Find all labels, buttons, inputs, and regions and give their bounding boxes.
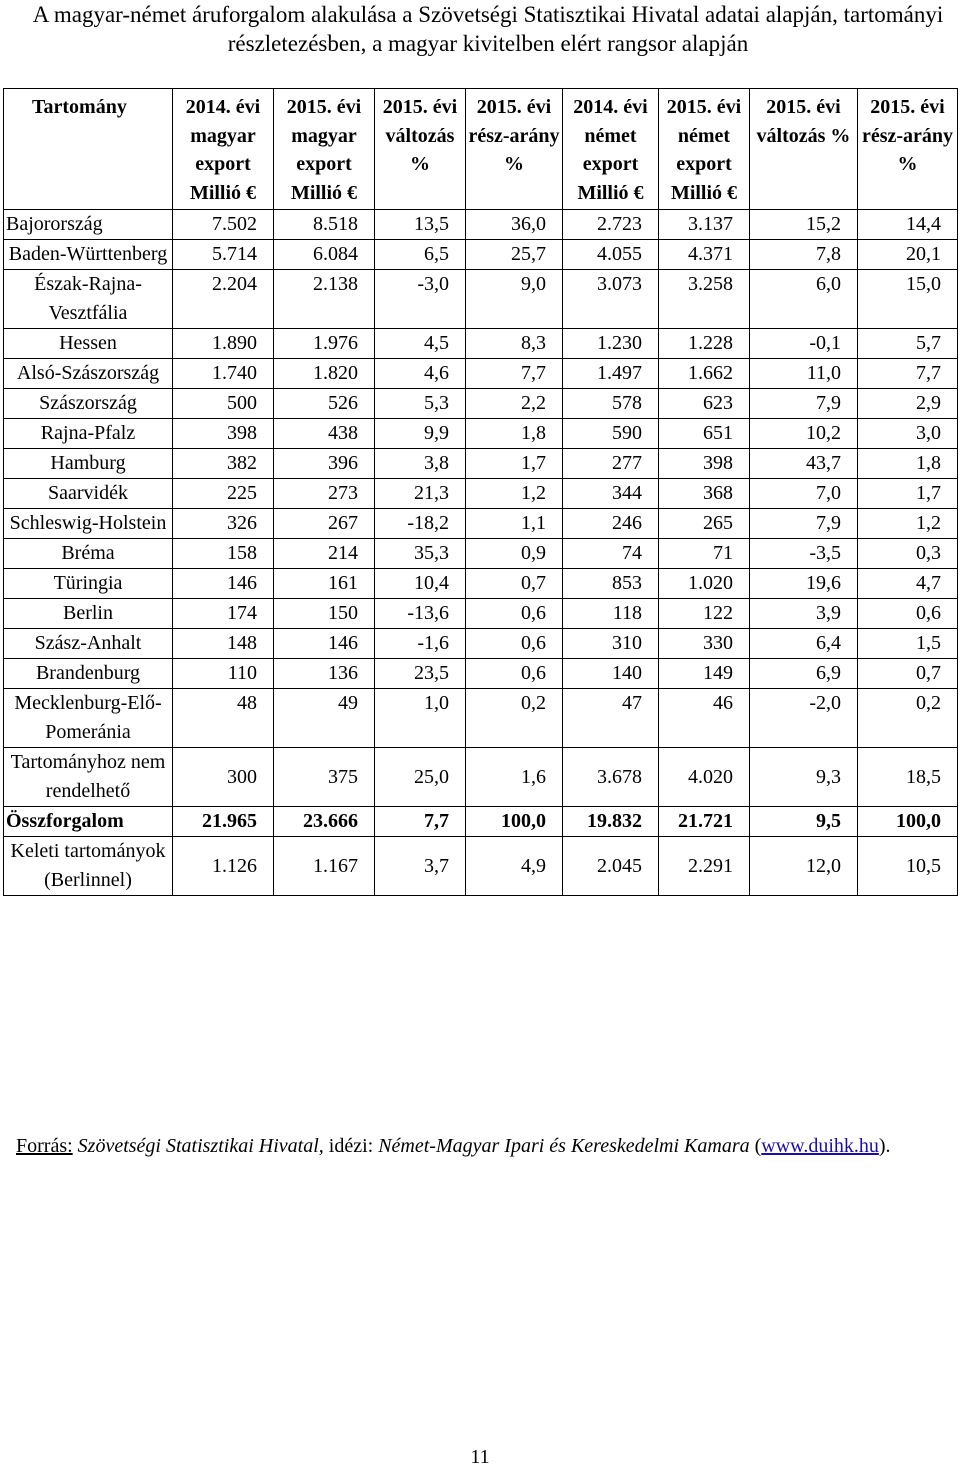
value-cell: 6.084: [274, 240, 375, 270]
value-cell: 3,7: [375, 837, 466, 896]
table-row: [4, 569, 958, 599]
value-cell: 6,0: [750, 270, 858, 329]
value-cell: 3,8: [375, 449, 466, 479]
region-name: Berlin: [4, 599, 173, 629]
region-name: Bréma: [4, 539, 173, 569]
value-cell: 1,5: [858, 629, 958, 659]
value-cell: 6,9: [750, 659, 858, 689]
value-cell: 500: [173, 389, 274, 419]
value-cell: 10,2: [750, 419, 858, 449]
value-cell: 150: [274, 599, 375, 629]
value-cell: 1.228: [659, 329, 750, 359]
value-cell: 0,2: [858, 689, 958, 748]
value-cell: 9,3: [750, 748, 858, 807]
column-header: Tartomány: [4, 89, 173, 210]
region-name: Mecklenburg-Elő-Pomeránia: [4, 689, 173, 748]
value-cell: 71: [659, 539, 750, 569]
value-cell: 25,7: [466, 240, 563, 270]
region-name: Schleswig-Holstein: [4, 509, 173, 539]
value-cell: 438: [274, 419, 375, 449]
value-cell: 7,8: [750, 240, 858, 270]
table-row: [4, 419, 958, 449]
value-cell: 21.721: [659, 807, 750, 837]
value-cell: 146: [173, 569, 274, 599]
value-cell: 0,2: [466, 689, 563, 748]
value-cell: 273: [274, 479, 375, 509]
value-cell: -1,6: [375, 629, 466, 659]
region-name: Rajna-Pfalz: [4, 419, 173, 449]
value-cell: 2.045: [563, 837, 659, 896]
value-cell: 246: [563, 509, 659, 539]
value-cell: 651: [659, 419, 750, 449]
value-cell: 20,1: [858, 240, 958, 270]
value-cell: 149: [659, 659, 750, 689]
value-cell: 0,6: [466, 629, 563, 659]
value-cell: 590: [563, 419, 659, 449]
value-cell: 7,7: [375, 807, 466, 837]
table-row: [4, 509, 958, 539]
value-cell: 2.723: [563, 210, 659, 240]
table-row: [4, 689, 958, 748]
value-cell: 330: [659, 629, 750, 659]
value-cell: 49: [274, 689, 375, 748]
value-cell: 1,2: [858, 509, 958, 539]
value-cell: 1.890: [173, 329, 274, 359]
value-cell: 326: [173, 509, 274, 539]
source-agency: Szövetségi Statisztikai Hivatal,: [77, 1135, 324, 1157]
value-cell: 7,9: [750, 389, 858, 419]
value-cell: 4.055: [563, 240, 659, 270]
page-title: A magyar-német áruforgalom alakulása a Szövetségi Statisztikai Hivatal adatai alapján, tartományi részletezésben, a magyar kivitelben elért rangsor alapján: [32, 2, 944, 56]
value-cell: 1.126: [173, 837, 274, 896]
value-cell: 1,8: [466, 419, 563, 449]
table-row: [4, 389, 958, 419]
table-row: [4, 270, 958, 329]
value-cell: 7,7: [466, 359, 563, 389]
value-cell: 136: [274, 659, 375, 689]
value-cell: 47: [563, 689, 659, 748]
header-row: [4, 89, 958, 210]
value-cell: 148: [173, 629, 274, 659]
source-close: ).: [878, 1135, 891, 1157]
trade-table: [3, 88, 958, 896]
value-cell: 10,5: [858, 837, 958, 896]
value-cell: 1.167: [274, 837, 375, 896]
region-name: Baden-Württenberg: [4, 240, 173, 270]
value-cell: 578: [563, 389, 659, 419]
value-cell: -18,2: [375, 509, 466, 539]
value-cell: 0,6: [466, 659, 563, 689]
value-cell: 368: [659, 479, 750, 509]
value-cell: 3.258: [659, 270, 750, 329]
value-cell: 1,7: [858, 479, 958, 509]
value-cell: 1.820: [274, 359, 375, 389]
region-name: Észak-Rajna-Vesztfália: [4, 270, 173, 329]
value-cell: 3.137: [659, 210, 750, 240]
value-cell: 110: [173, 659, 274, 689]
value-cell: 1.976: [274, 329, 375, 359]
value-cell: 267: [274, 509, 375, 539]
value-cell: 1,8: [858, 449, 958, 479]
source-open-paren: (: [754, 1135, 762, 1157]
value-cell: -2,0: [750, 689, 858, 748]
value-cell: 0,6: [466, 599, 563, 629]
region-name: Szászország: [4, 389, 173, 419]
value-cell: 25,0: [375, 748, 466, 807]
value-cell: 10,4: [375, 569, 466, 599]
value-cell: 214: [274, 539, 375, 569]
source-link[interactable]: www.duihk.hu: [761, 1135, 879, 1157]
value-cell: 0,7: [466, 569, 563, 599]
value-cell: 5.714: [173, 240, 274, 270]
value-cell: 4,7: [858, 569, 958, 599]
column-header: 2014. évi magyar export Millió €: [173, 89, 274, 210]
region-name: Tartományhoz nem rendelhető: [4, 748, 173, 807]
value-cell: 13,5: [375, 210, 466, 240]
value-cell: 4,5: [375, 329, 466, 359]
value-cell: 277: [563, 449, 659, 479]
value-cell: 7,7: [858, 359, 958, 389]
region-name: Keleti tartományok (Berlinnel): [4, 837, 173, 896]
column-header: 2014. évi német export Millió €: [563, 89, 659, 210]
value-cell: 265: [659, 509, 750, 539]
value-cell: 15,2: [750, 210, 858, 240]
value-cell: 0,9: [466, 539, 563, 569]
value-cell: 8.518: [274, 210, 375, 240]
value-cell: -3,0: [375, 270, 466, 329]
value-cell: 3.073: [563, 270, 659, 329]
value-cell: 2,9: [858, 389, 958, 419]
value-cell: 3,0: [858, 419, 958, 449]
value-cell: 1,0: [375, 689, 466, 748]
value-cell: 9,9: [375, 419, 466, 449]
value-cell: 174: [173, 599, 274, 629]
value-cell: 7.502: [173, 210, 274, 240]
region-name: Hamburg: [4, 449, 173, 479]
value-cell: 5,3: [375, 389, 466, 419]
value-cell: 4.020: [659, 748, 750, 807]
value-cell: 0,7: [858, 659, 958, 689]
value-cell: 23.666: [274, 807, 375, 837]
value-cell: 225: [173, 479, 274, 509]
table-row: [4, 210, 958, 240]
value-cell: 7,9: [750, 509, 858, 539]
source-note: [16, 1132, 946, 1161]
source-chamber: Német-Magyar Ipari és Kereskedelmi Kamara: [378, 1135, 750, 1157]
region-name: Türingia: [4, 569, 173, 599]
value-cell: 35,3: [375, 539, 466, 569]
value-cell: 3.678: [563, 748, 659, 807]
column-header: 2015. évi rész-arány %: [466, 89, 563, 210]
value-cell: -3,5: [750, 539, 858, 569]
source-label: Forrás:: [16, 1135, 73, 1157]
value-cell: 21.965: [173, 807, 274, 837]
value-cell: 23,5: [375, 659, 466, 689]
value-cell: 5,7: [858, 329, 958, 359]
value-cell: 19,6: [750, 569, 858, 599]
value-cell: 0,3: [858, 539, 958, 569]
region-name: Bajorország: [4, 210, 173, 240]
region-name: Brandenburg: [4, 659, 173, 689]
table-row: [4, 659, 958, 689]
value-cell: 1.662: [659, 359, 750, 389]
page-number: 11: [470, 1446, 490, 1468]
value-cell: 2.204: [173, 270, 274, 329]
region-name: Alsó-Szászország: [4, 359, 173, 389]
table-row: [4, 599, 958, 629]
value-cell: 4,9: [466, 837, 563, 896]
value-cell: 100,0: [858, 807, 958, 837]
value-cell: 4,6: [375, 359, 466, 389]
table-row: [4, 539, 958, 569]
value-cell: 310: [563, 629, 659, 659]
value-cell: 526: [274, 389, 375, 419]
column-header: 2015. évi német export Millió €: [659, 89, 750, 210]
value-cell: 36,0: [466, 210, 563, 240]
table-row: [4, 479, 958, 509]
value-cell: 74: [563, 539, 659, 569]
value-cell: 6,4: [750, 629, 858, 659]
value-cell: 1.497: [563, 359, 659, 389]
value-cell: 140: [563, 659, 659, 689]
region-name: Hessen: [4, 329, 173, 359]
value-cell: 158: [173, 539, 274, 569]
table-row: [4, 240, 958, 270]
value-cell: 398: [659, 449, 750, 479]
value-cell: 300: [173, 748, 274, 807]
table-row: [4, 359, 958, 389]
value-cell: 3,9: [750, 599, 858, 629]
value-cell: 19.832: [563, 807, 659, 837]
value-cell: 21,3: [375, 479, 466, 509]
value-cell: 6,5: [375, 240, 466, 270]
value-cell: 382: [173, 449, 274, 479]
table-row: [4, 807, 958, 837]
value-cell: 15,0: [858, 270, 958, 329]
value-cell: 48: [173, 689, 274, 748]
column-header: 2015. évi magyar export Millió €: [274, 89, 375, 210]
value-cell: 1,1: [466, 509, 563, 539]
value-cell: 1.230: [563, 329, 659, 359]
value-cell: 8,3: [466, 329, 563, 359]
value-cell: 344: [563, 479, 659, 509]
value-cell: 853: [563, 569, 659, 599]
value-cell: 375: [274, 748, 375, 807]
value-cell: 1,2: [466, 479, 563, 509]
table-row: [4, 329, 958, 359]
value-cell: 1.020: [659, 569, 750, 599]
value-cell: 1,7: [466, 449, 563, 479]
source-cited: idézi:: [328, 1135, 374, 1157]
value-cell: 100,0: [466, 807, 563, 837]
value-cell: 9,0: [466, 270, 563, 329]
region-name: Saarvidék: [4, 479, 173, 509]
table-row: [4, 837, 958, 896]
value-cell: 18,5: [858, 748, 958, 807]
value-cell: 46: [659, 689, 750, 748]
value-cell: 7,0: [750, 479, 858, 509]
value-cell: 43,7: [750, 449, 858, 479]
column-header: 2015. évi változás %: [750, 89, 858, 210]
value-cell: 398: [173, 419, 274, 449]
table-row: [4, 449, 958, 479]
value-cell: 2.291: [659, 837, 750, 896]
region-name: Összforgalom: [4, 807, 173, 837]
value-cell: 2.138: [274, 270, 375, 329]
value-cell: 118: [563, 599, 659, 629]
value-cell: 4.371: [659, 240, 750, 270]
value-cell: 122: [659, 599, 750, 629]
value-cell: 11,0: [750, 359, 858, 389]
value-cell: -0,1: [750, 329, 858, 359]
value-cell: 623: [659, 389, 750, 419]
value-cell: 2,2: [466, 389, 563, 419]
table-row: [4, 748, 958, 807]
table-body: [4, 210, 958, 896]
column-header: 2015. évi változás %: [375, 89, 466, 210]
value-cell: 161: [274, 569, 375, 599]
value-cell: 396: [274, 449, 375, 479]
value-cell: 146: [274, 629, 375, 659]
table-row: [4, 629, 958, 659]
column-header: 2015. évi rész-arány %: [858, 89, 958, 210]
region-name: Szász-Anhalt: [4, 629, 173, 659]
value-cell: 1,6: [466, 748, 563, 807]
value-cell: -13,6: [375, 599, 466, 629]
value-cell: 0,6: [858, 599, 958, 629]
value-cell: 14,4: [858, 210, 958, 240]
value-cell: 12,0: [750, 837, 858, 896]
value-cell: 1.740: [173, 359, 274, 389]
value-cell: 9,5: [750, 807, 858, 837]
